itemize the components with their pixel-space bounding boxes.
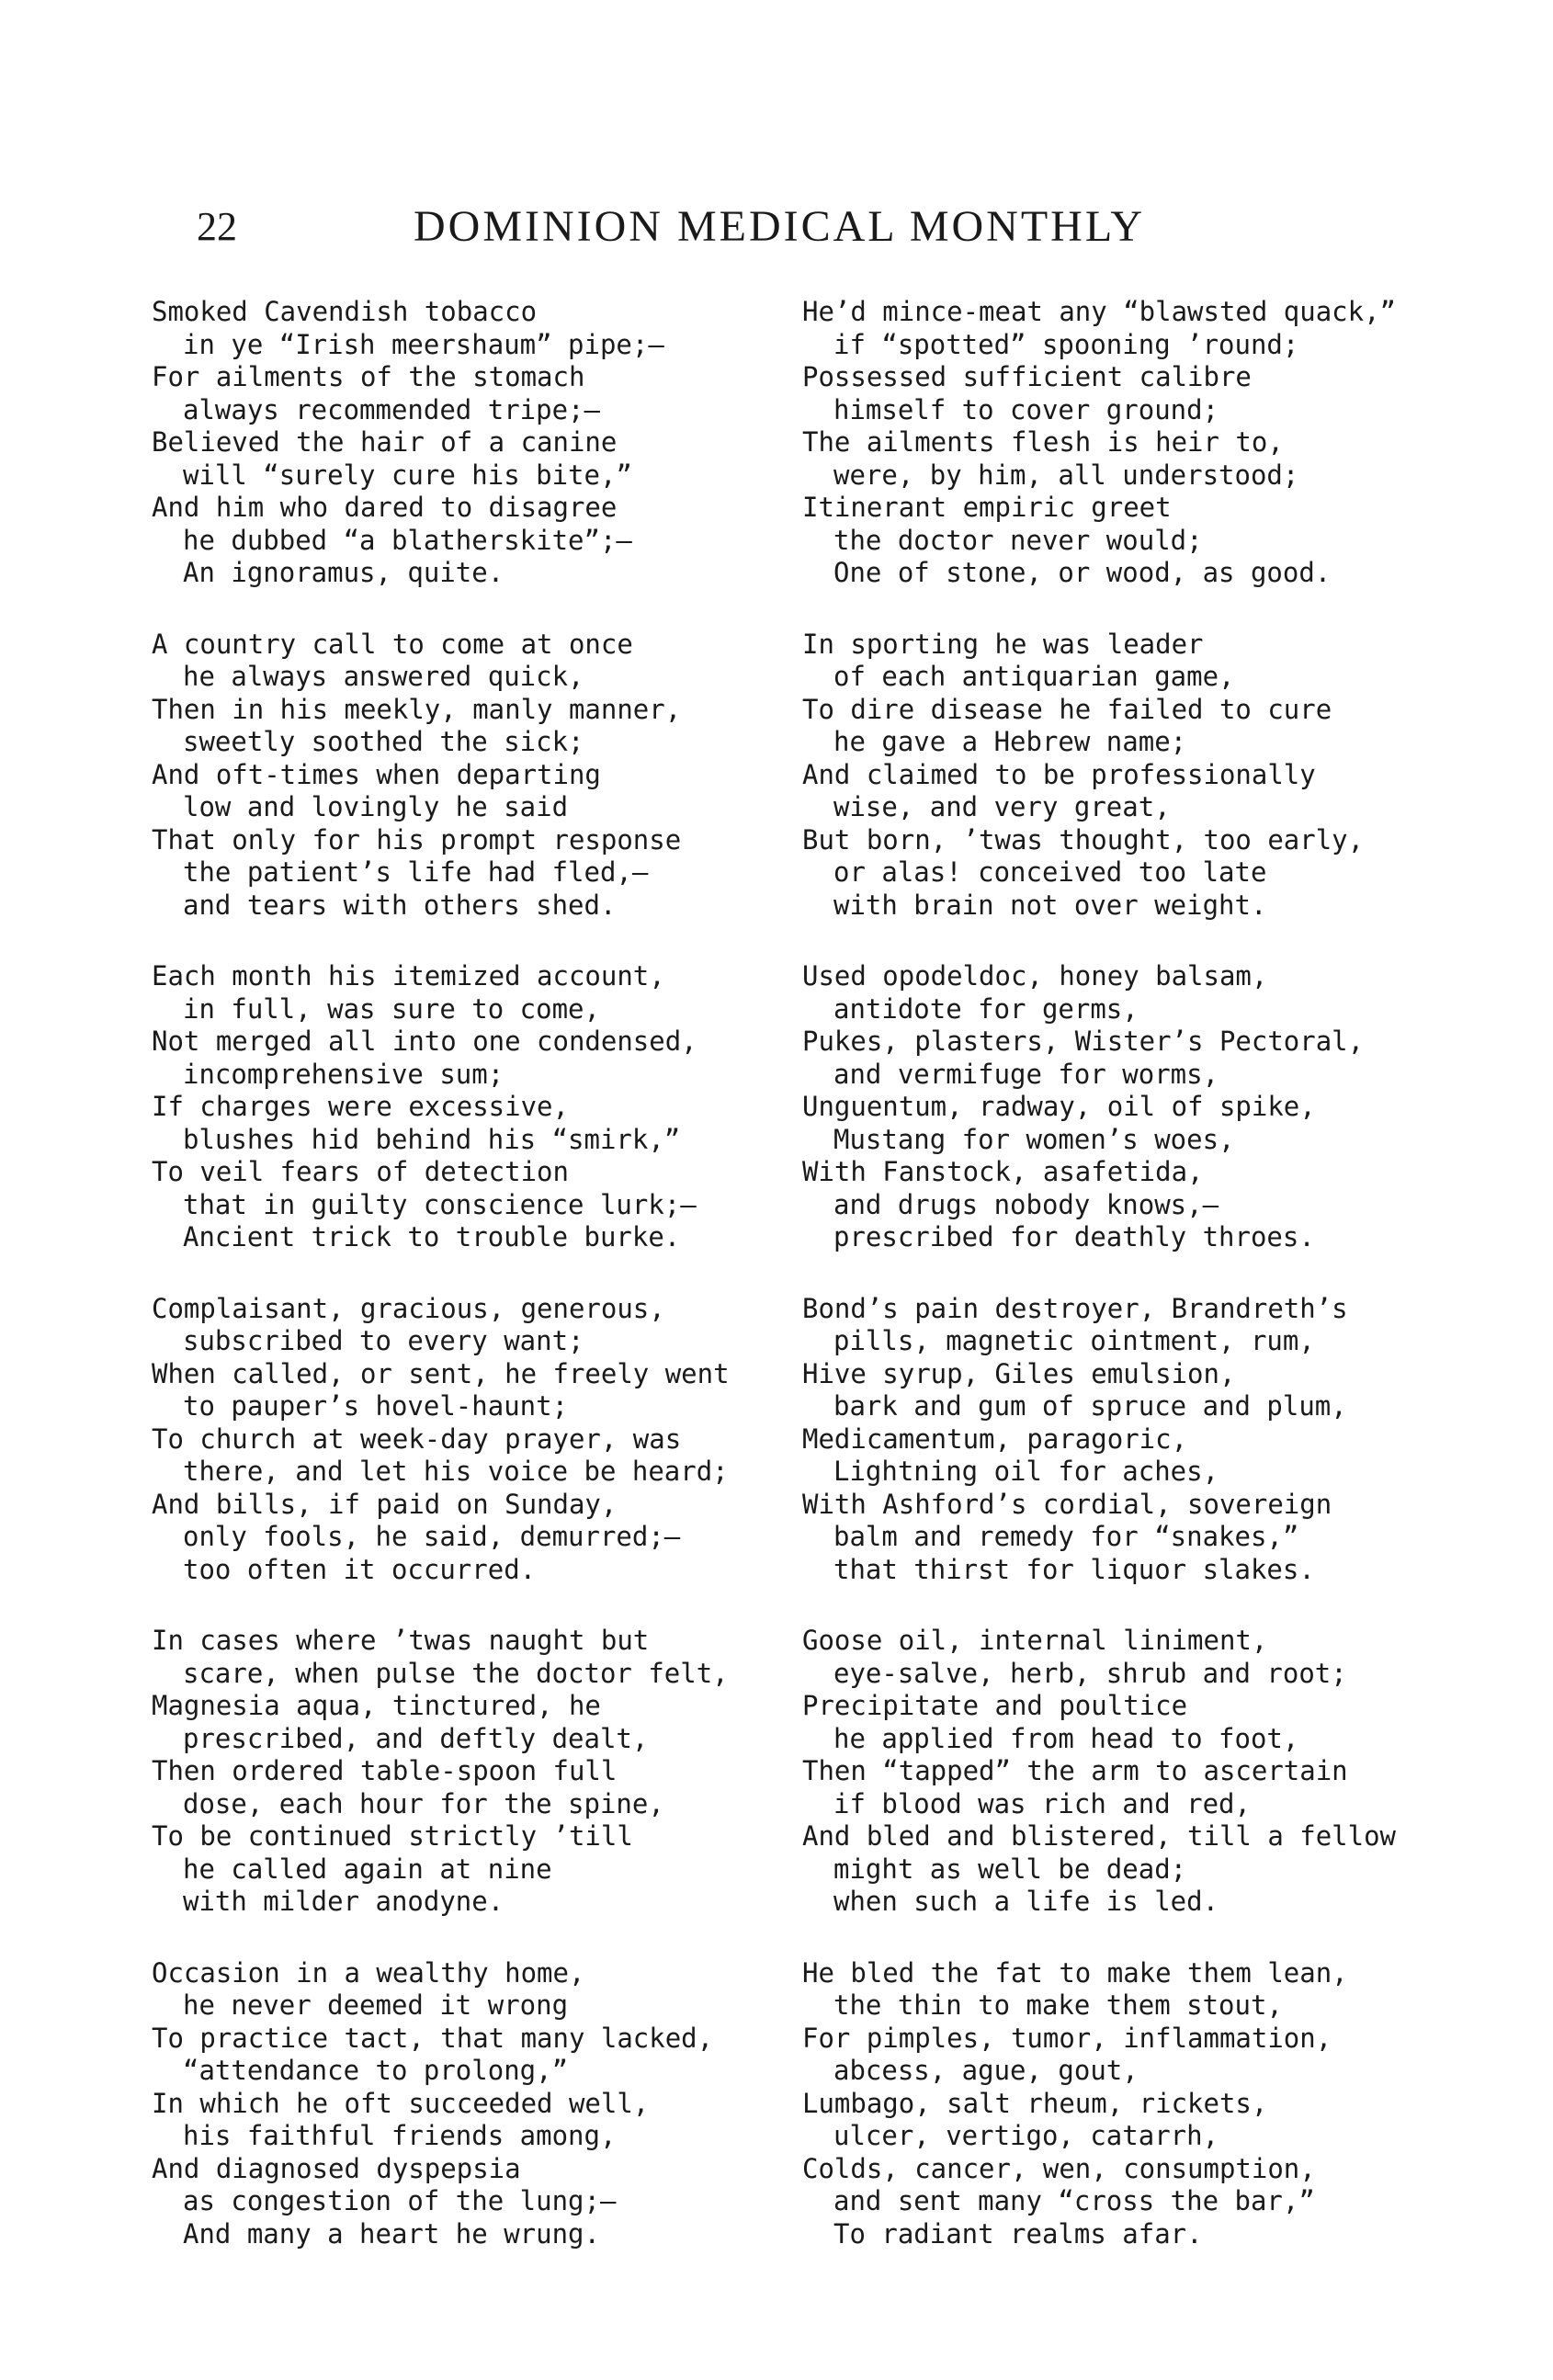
poem-line: he applied from head to foot, xyxy=(833,1722,1299,1754)
poem-line: in full, was sure to come, xyxy=(183,992,600,1025)
poem-line: and tears with others shed. xyxy=(183,889,617,921)
poem-line: of each antiquarian game, xyxy=(833,661,1235,692)
poem-column-right xyxy=(802,296,1396,2289)
poem-line: And many a heart he wrung. xyxy=(183,2217,600,2250)
poem-line: too often it occurred. xyxy=(183,1553,537,1585)
poem-line: and vermifuge for worms, xyxy=(833,1058,1219,1090)
poem-line: only fools, he said, demurred;— xyxy=(183,1521,681,1552)
poem-line: He’d mince-meat any “blawsted quack,” xyxy=(802,296,1397,327)
poem-line: But born, ’twas thought, too early, xyxy=(802,823,1365,856)
poem-line: antidote for germs, xyxy=(833,992,1139,1025)
poem-line: pills, magnetic ointment, rum, xyxy=(833,1325,1315,1356)
poem-line: Possessed sufficient calibre xyxy=(802,361,1252,392)
poem-line: were, by him, all understood; xyxy=(833,459,1299,491)
poem-line: Itinerant empiric greet xyxy=(802,492,1172,523)
poem-line: When called, or sent, he freely went xyxy=(152,1357,730,1389)
poem-line: always recommended tripe;— xyxy=(183,393,600,425)
poem-line: himself to cover ground; xyxy=(833,393,1219,425)
poem-line: In cases where ’twas naught but xyxy=(152,1625,650,1656)
poem-line: abcess, ague, gout, xyxy=(833,2055,1139,2086)
poem-line: Ancient trick to trouble burke. xyxy=(183,1221,681,1252)
stanza xyxy=(802,629,1396,923)
poem-line: scare, when pulse the doctor felt, xyxy=(183,1657,729,1689)
stanza xyxy=(802,1957,1396,2251)
poem-line: Not merged all into one condensed, xyxy=(152,1026,697,1057)
poem-line: He bled the fat to make them lean, xyxy=(802,1956,1348,1989)
stanza xyxy=(802,296,1396,590)
poem-line: he called again at nine xyxy=(183,1853,552,1885)
poem-line: sweetly soothed the sick; xyxy=(183,726,584,757)
poem-line: Bond’s pain destroyer, Brandreth’s xyxy=(802,1292,1348,1324)
poem-line: Lumbago, salt rheum, rickets, xyxy=(802,2087,1268,2119)
poem-line: wise, and very great, xyxy=(833,791,1171,822)
poem-line: For pimples, tumor, inflammation, xyxy=(802,2022,1332,2054)
stanza xyxy=(152,1625,730,1919)
poem-line: A country call to come at once xyxy=(152,628,633,660)
poem-line: The ailments flesh is heir to, xyxy=(802,426,1284,458)
stanza xyxy=(152,1293,730,1587)
poem-line: Unguentum, radway, oil of spike, xyxy=(802,1091,1316,1122)
poem-line: To be continued strictly ’till xyxy=(152,1820,633,1852)
poem-line: he gave a Hebrew name; xyxy=(833,726,1187,757)
poem-line: And diagnosed dyspepsia xyxy=(152,2152,521,2184)
stanza xyxy=(802,960,1396,1254)
poem-line: eye-salve, herb, shrub and root; xyxy=(833,1657,1347,1689)
poem-line: blushes hid behind his “smirk,” xyxy=(183,1123,681,1155)
stanza xyxy=(152,296,730,590)
poem-line: there, and let his voice be heard; xyxy=(183,1456,729,1487)
poem-line: And bled and blistered, till a fellow xyxy=(802,1820,1397,1852)
poem-line: And oft-times when departing xyxy=(152,758,601,790)
poem-line: with milder anodyne. xyxy=(183,1886,504,1917)
poem-line: An ignoramus, quite. xyxy=(183,557,504,588)
poem-line: bark and gum of spruce and plum, xyxy=(833,1390,1347,1422)
poem-line: Medicamentum, paragoric, xyxy=(802,1422,1188,1455)
poem-line: Complaisant, gracious, generous, xyxy=(152,1292,665,1324)
poem-line: prescribed for deathly throes. xyxy=(833,1221,1315,1252)
poem-line: when such a life is led. xyxy=(833,1886,1219,1917)
poem-line: subscribed to every want; xyxy=(183,1325,584,1356)
poem-line: ulcer, vertigo, catarrh, xyxy=(833,2120,1219,2151)
poem-line: and sent many “cross the bar,” xyxy=(833,2185,1315,2216)
poem-line: To dire disease he failed to cure xyxy=(802,693,1332,725)
poem-line: low and lovingly he said xyxy=(183,791,569,822)
poem-line: For ailments of the stomach xyxy=(152,361,585,392)
poem-line: that thirst for liquor slakes. xyxy=(833,1553,1315,1585)
poem-line: if blood was rich and red, xyxy=(833,1787,1251,1819)
stanza xyxy=(802,1625,1396,1919)
stanza xyxy=(152,1957,730,2251)
poem-line: the doctor never would; xyxy=(833,524,1203,556)
poem-line: To radiant realms afar. xyxy=(833,2217,1203,2250)
poem-line: Believed the hair of a canine xyxy=(152,426,618,458)
poem-line: and drugs nobody knows,— xyxy=(833,1188,1219,1220)
poem-line: in ye “Irish meershaum” pipe;— xyxy=(183,328,664,360)
poem-line: Precipitate and poultice xyxy=(802,1690,1188,1721)
stanza xyxy=(152,960,730,1254)
poem-line: Occasion in a wealthy home, xyxy=(152,1956,585,1989)
poem-line: With Ashford’s cordial, sovereign xyxy=(802,1488,1332,1520)
poem-line: Each month his itemized account, xyxy=(152,960,665,992)
poem-line: will “surely cure his bite,” xyxy=(183,459,632,491)
poem-line: balm and remedy for “snakes,” xyxy=(833,1521,1299,1552)
poem-line: might as well be dead; xyxy=(833,1853,1187,1885)
poem-line: he never deemed it wrong xyxy=(183,1989,569,2021)
poem-line: with brain not over weight. xyxy=(833,889,1267,921)
poem-line: Pukes, plasters, Wister’s Pectoral, xyxy=(802,1026,1365,1057)
poem-line: Lightning oil for aches, xyxy=(833,1456,1219,1487)
poem-line: “attendance to prolong,” xyxy=(183,2055,569,2086)
poem-line: In sporting he was leader xyxy=(802,628,1204,660)
poem-column-left xyxy=(152,296,730,2289)
poem-line: prescribed, and deftly dealt, xyxy=(183,1722,649,1754)
poem-line: or alas! conceived too late xyxy=(833,856,1267,888)
poem-line: And him who dared to disagree xyxy=(152,492,618,523)
page-number: 22 xyxy=(197,204,237,249)
poem-line: If charges were excessive, xyxy=(152,1091,569,1122)
poem-line: To veil fears of detection xyxy=(152,1156,569,1187)
poem-line: the thin to make them stout, xyxy=(833,1989,1283,2021)
poem-line: With Fanstock, asafetida, xyxy=(802,1156,1204,1187)
stanza xyxy=(152,629,730,923)
poem-line: that in guilty conscience lurk;— xyxy=(183,1188,697,1220)
poem-line: to pauper’s hovel-haunt; xyxy=(183,1390,569,1422)
poem-line: as congestion of the lung;— xyxy=(183,2185,617,2216)
poem-line: he always answered quick, xyxy=(183,661,584,692)
poem-line: Then ordered table-spoon full xyxy=(152,1755,618,1786)
poem-line: Then in his meekly, manly manner, xyxy=(152,693,682,725)
poem-line: Colds, cancer, wen, consumption, xyxy=(802,2152,1316,2184)
poem-line: To church at week-day prayer, was xyxy=(152,1422,682,1455)
poem-line: Goose oil, internal liniment, xyxy=(802,1625,1268,1656)
running-title: DOMINION MEDICAL MONTHLY xyxy=(414,202,1146,251)
poem-line: his faithful friends among, xyxy=(183,2120,617,2151)
poem-line: And claimed to be professionally xyxy=(802,758,1316,790)
poem-line: the patient’s life had fled,— xyxy=(183,856,649,888)
poem-line: Hive syrup, Giles emulsion, xyxy=(802,1357,1236,1389)
poem-line: In which he oft succeeded well, xyxy=(152,2087,650,2119)
poem-line: That only for his prompt response xyxy=(152,823,682,856)
stanza xyxy=(802,1293,1396,1587)
poem-line: Mustang for women’s woes, xyxy=(833,1123,1235,1155)
poem-line: Smoked Cavendish tobacco xyxy=(152,296,538,327)
poem-line: he dubbed “a blatherskite”;— xyxy=(183,524,632,556)
poem-line: Magnesia aqua, tinctured, he xyxy=(152,1690,601,1721)
poem-line: Used opodeldoc, honey balsam, xyxy=(802,960,1268,992)
poem-line: dose, each hour for the spine, xyxy=(183,1787,664,1819)
poem-line: One of stone, or wood, as good. xyxy=(833,557,1332,588)
poem-line: if “spotted” spooning ’round; xyxy=(833,328,1299,360)
poem-line: To practice tact, that many lacked, xyxy=(152,2022,714,2054)
poem-line: Then “tapped” the arm to ascertain xyxy=(802,1755,1348,1786)
poem-line: And bills, if paid on Sunday, xyxy=(152,1488,618,1520)
poem-line: incomprehensive sum; xyxy=(183,1058,504,1090)
